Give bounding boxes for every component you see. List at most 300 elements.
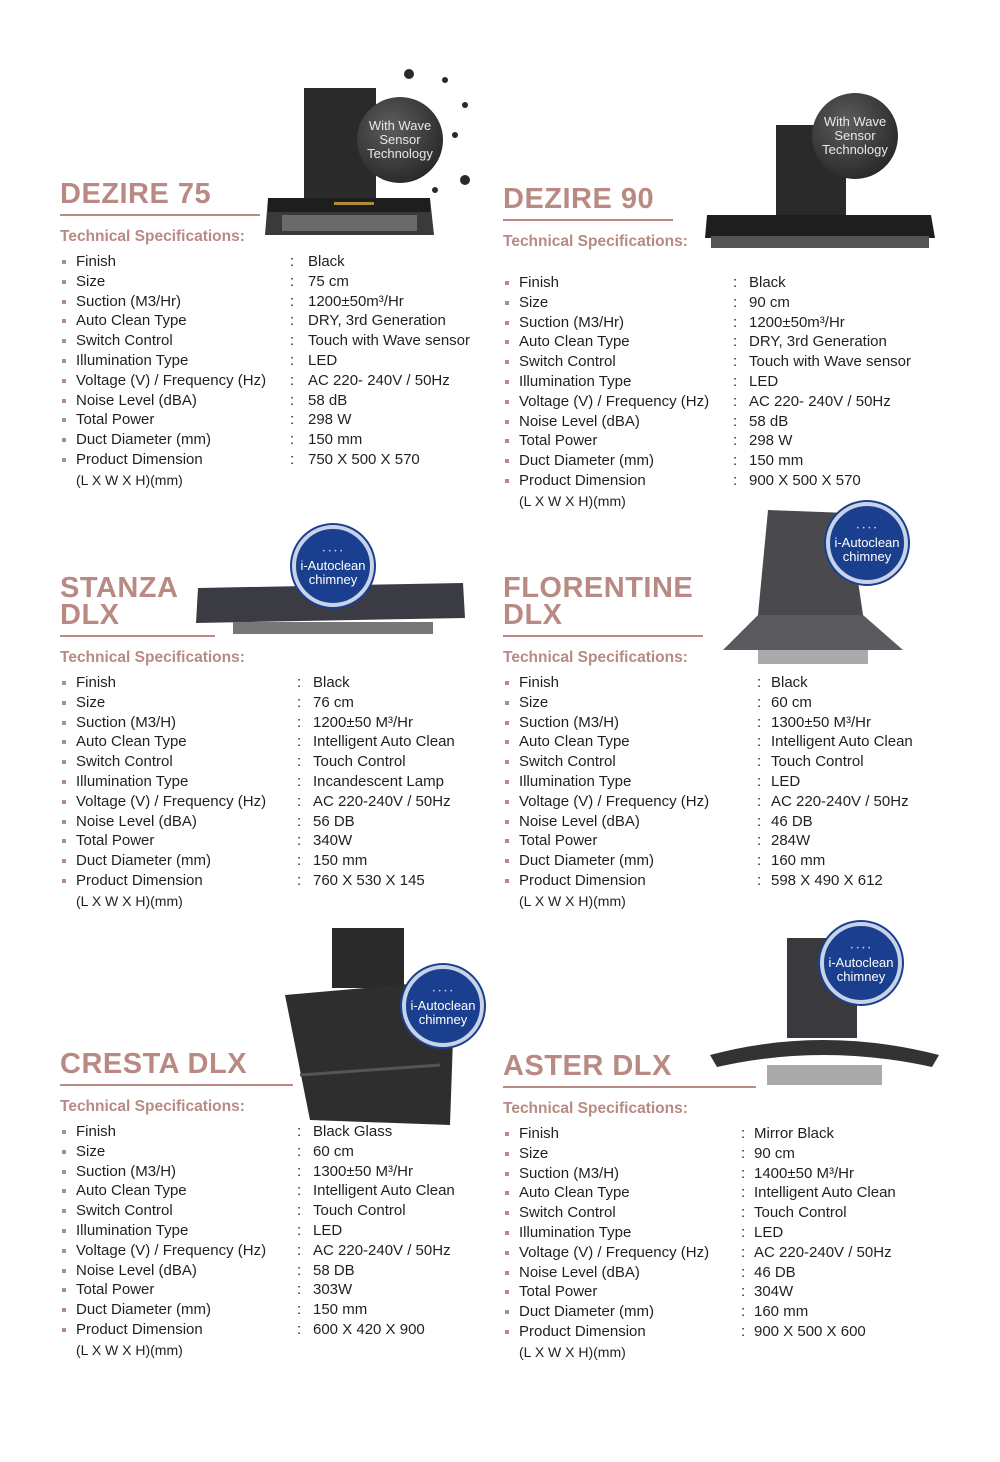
spec-value: 60 cm (313, 1142, 354, 1160)
spec-label: Size (76, 1142, 106, 1160)
spec-colon: : (757, 812, 762, 830)
bullet-icon (62, 740, 66, 744)
spec-colon: : (733, 392, 738, 410)
autoclean-badge-line1-4: i-Autoclean (828, 955, 894, 970)
bullet-icon (62, 701, 66, 705)
spec-colon: : (757, 792, 762, 810)
product-title: CRESTA DLX (60, 1048, 248, 1080)
spec-label: Voltage (V) / Frequency (Hz) (519, 392, 710, 410)
spec-heading: Technical Specifications: (503, 649, 688, 666)
spec-colon: : (290, 272, 295, 290)
spec-label: Noise Level (dBA) (519, 412, 640, 430)
spec-row-noise-level-dba (503, 1263, 973, 1283)
spec-colon: : (757, 832, 762, 850)
spec-colon: : (297, 772, 302, 790)
spec-value: 1300±50 M³/Hr (313, 1162, 413, 1180)
spec-value: 60 cm (771, 693, 812, 711)
bullet-icon (505, 301, 509, 305)
spec-row-switch-control (503, 352, 973, 372)
spec-row-size (503, 1144, 973, 1164)
spec-colon: : (290, 391, 295, 409)
product-dezire-75 (60, 180, 530, 490)
spec-label: Illumination Type (76, 351, 189, 369)
product-florentine-dlx (503, 572, 973, 911)
autoclean-badge-line2-2: chimney (842, 549, 892, 564)
spec-heading: Technical Specifications: (60, 649, 245, 666)
spec-row-voltage-v-frequency-hz (60, 1241, 530, 1261)
bullet-icon (62, 780, 66, 784)
spec-label: Total Power (76, 1281, 155, 1299)
spec-value: 150 mm (308, 431, 363, 449)
spec-label: Switch Control (519, 753, 616, 771)
bullet-icon (505, 740, 509, 744)
spec-label: Finish (519, 274, 560, 291)
bullet-icon (62, 879, 66, 883)
dimension-unit-label: (L X W X H)(mm) (519, 892, 626, 909)
spec-value: 600 X 420 X 900 (313, 1320, 425, 1338)
autoclean-badge-line1-3: i-Autoclean (410, 998, 476, 1013)
spec-value: Mirror Black (754, 1125, 835, 1142)
dots-decoration-4: • • • • (850, 946, 872, 952)
bullet-icon (505, 1211, 509, 1215)
spec-colon: : (297, 1202, 302, 1220)
spec-colon: : (741, 1243, 746, 1261)
spec-colon: : (733, 274, 738, 291)
spec-row-finish (503, 1124, 973, 1144)
spec-colon: : (733, 313, 738, 331)
spec-row-product-dimension (503, 871, 973, 891)
spec-label: Duct Diameter (mm) (76, 431, 212, 449)
spec-row-auto-clean-type (503, 732, 973, 752)
spec-label: Duct Diameter (mm) (519, 852, 655, 870)
spec-label: Size (519, 293, 549, 311)
spec-row-total-power (60, 410, 530, 430)
spec-label: Noise Level (dBA) (519, 812, 640, 830)
bullet-icon (505, 321, 509, 325)
spec-colon: : (290, 371, 295, 389)
spec-row-illumination-type (60, 1221, 530, 1241)
spec-colon: : (297, 693, 302, 711)
bullet-icon (62, 1229, 66, 1233)
spec-row-noise-level-dba (60, 391, 530, 411)
title-underline (60, 1084, 293, 1086)
product-title: DEZIRE 90 (503, 183, 655, 215)
spec-heading: Technical Specifications: (503, 233, 688, 250)
dots-decoration-2: • • • • (856, 526, 878, 532)
spec-colon: : (297, 753, 302, 771)
product-title: DEZIRE 75 (60, 178, 212, 210)
spec-row-total-power (503, 831, 973, 851)
spec-colon: : (297, 1182, 302, 1200)
spec-colon: : (741, 1263, 746, 1281)
spec-colon: : (297, 832, 302, 850)
spec-colon: : (733, 293, 738, 311)
bullet-icon (505, 439, 509, 443)
spec-value: DRY, 3rd Generation (749, 333, 887, 351)
spec-row-auto-clean-type (503, 1183, 973, 1203)
bullet-icon (505, 380, 509, 384)
spec-value: AC 220-240V / 50Hz (771, 792, 909, 810)
bullet-icon (62, 339, 66, 343)
bullet-icon (62, 319, 66, 323)
spec-colon: : (741, 1303, 746, 1321)
spec-value: AC 220-240V / 50Hz (313, 1241, 451, 1259)
spec-row-duct-diameter-mm (503, 1302, 973, 1322)
spec-label: Size (519, 693, 549, 711)
spec-value: 284W (771, 832, 811, 850)
dimension-unit-label: (L X W X H)(mm) (76, 1341, 183, 1358)
bullet-icon (505, 1152, 509, 1156)
bullet-icon (62, 379, 66, 383)
spec-colon: : (733, 432, 738, 450)
spec-label: Suction (M3/H) (519, 1164, 620, 1182)
spec-value: 46 DB (771, 812, 813, 830)
spec-value: LED (749, 372, 779, 390)
spec-label: Switch Control (76, 332, 173, 350)
bullet-icon (62, 1150, 66, 1154)
spec-value: 1400±50 M³/Hr (754, 1164, 854, 1182)
spec-label: Voltage (V) / Frequency (Hz) (519, 1243, 710, 1261)
spec-colon: : (757, 733, 762, 751)
spec-row-switch-control (60, 752, 530, 772)
spec-label: Illumination Type (519, 772, 632, 790)
spec-colon: : (297, 1320, 302, 1338)
spec-label: Finish (76, 1123, 117, 1140)
spec-row-suction-m3-hr (503, 313, 973, 333)
spec-colon: : (297, 1162, 302, 1180)
bullet-icon (62, 681, 66, 685)
bullet-icon (62, 458, 66, 462)
dimension-unit-label: (L X W X H)(mm) (76, 892, 183, 909)
spec-row-illumination-type (503, 772, 973, 792)
bullet-icon (505, 681, 509, 685)
spec-value: Intelligent Auto Clean (754, 1184, 896, 1202)
spec-row-finish (503, 273, 973, 293)
spec-label: Product Dimension (76, 1320, 203, 1338)
spec-row-switch-control (60, 1201, 530, 1221)
spec-value: 58 DB (313, 1261, 355, 1279)
bullet-icon (62, 260, 66, 264)
spec-label: Auto Clean Type (76, 1182, 187, 1200)
spec-colon: : (733, 372, 738, 390)
spec-value: 298 W (308, 411, 352, 429)
spec-value: AC 220-240V / 50Hz (754, 1243, 892, 1261)
spec-value: AC 220- 240V / 50Hz (749, 392, 891, 410)
spec-row-duct-diameter-mm (60, 851, 530, 871)
spec-value: 160 mm (754, 1303, 809, 1321)
spec-heading: Technical Specifications: (503, 1100, 688, 1117)
spec-row-noise-level-dba (503, 412, 973, 432)
spec-value: DRY, 3rd Generation (308, 312, 446, 330)
bullet-icon (62, 1130, 66, 1134)
spec-row-switch-control (60, 331, 530, 351)
bullet-icon (62, 721, 66, 725)
product-stanza-dlx (60, 572, 530, 911)
dimension-unit-label: (L X W X H)(mm) (76, 471, 183, 488)
bullet-icon (505, 400, 509, 404)
spec-row-switch-control (503, 1203, 973, 1223)
bullet-icon (62, 800, 66, 804)
spec-colon: : (290, 312, 295, 330)
bullet-icon (505, 1191, 509, 1195)
bullet-icon (62, 859, 66, 863)
spec-label: Total Power (519, 832, 598, 850)
spec-value: Touch with Wave sensor (749, 353, 912, 371)
spec-value: 340W (313, 832, 353, 850)
bullet-icon (62, 1288, 66, 1292)
spec-row-suction-m3-h (503, 1164, 973, 1184)
spec-label: Switch Control (76, 1202, 173, 1220)
spec-label: Illumination Type (76, 1221, 189, 1239)
spec-colon: : (297, 713, 302, 731)
spec-colon: : (290, 332, 295, 350)
spec-row-finish (60, 1122, 530, 1142)
spec-row-product-dimension (503, 471, 973, 491)
spec-row-noise-level-dba (60, 1261, 530, 1281)
bullet-icon (62, 1269, 66, 1273)
bullet-icon (505, 879, 509, 883)
spec-value: 900 X 500 X 570 (749, 471, 861, 489)
title-underline (503, 1086, 756, 1088)
spec-value: 150 mm (749, 452, 804, 470)
spec-colon: : (297, 1281, 302, 1299)
spec-label: Size (519, 1144, 549, 1162)
autoclean-badge-cresta (402, 965, 484, 1047)
spec-value: Black Glass (313, 1123, 393, 1140)
spec-colon: : (733, 412, 738, 430)
sensor-dots-decoration (395, 60, 485, 200)
bullet-icon (505, 420, 509, 424)
spec-label: Auto Clean Type (519, 1184, 630, 1202)
spec-row-product-dimension (60, 871, 530, 891)
bullet-icon (62, 1189, 66, 1193)
spec-row-duct-diameter-mm (503, 451, 973, 471)
spec-label: Auto Clean Type (519, 333, 630, 351)
spec-row-product-dimension (503, 1322, 973, 1342)
bullet-icon (505, 721, 509, 725)
spec-colon: : (297, 1221, 302, 1239)
spec-colon: : (757, 713, 762, 731)
bullet-icon (62, 1308, 66, 1312)
dots-decoration: • • • • (322, 549, 344, 555)
spec-label: Noise Level (dBA) (76, 391, 197, 409)
bullet-icon (62, 359, 66, 363)
spec-value: 75 cm (308, 272, 349, 290)
bullet-icon (62, 280, 66, 284)
spec-label: Product Dimension (519, 471, 646, 489)
spec-row-voltage-v-frequency-hz (503, 392, 973, 412)
title-underline (60, 635, 215, 637)
autoclean-badge-line2-4: chimney (836, 969, 886, 984)
wave-sensor-badge-2 (812, 93, 898, 179)
spec-row-finish (60, 252, 530, 272)
spec-label: Finish (76, 253, 117, 270)
spec-row-auto-clean-type (60, 1181, 530, 1201)
spec-value: 150 mm (313, 852, 368, 870)
spec-heading: Technical Specifications: (60, 228, 245, 245)
spec-row-suction-m3-hr (60, 292, 530, 312)
spec-colon: : (297, 852, 302, 870)
spec-label: Product Dimension (519, 871, 646, 889)
spec-colon: : (757, 772, 762, 790)
wave-badge-text-2: With Wave Sensor Technology (822, 114, 888, 157)
spec-label: Illumination Type (76, 772, 189, 790)
autoclean-badge-florentine (826, 502, 908, 584)
spec-label: Total Power (76, 832, 155, 850)
spec-row-illumination-type (503, 1223, 973, 1243)
bullet-icon (505, 859, 509, 863)
spec-colon: : (741, 1223, 746, 1241)
spec-row-total-power (60, 1280, 530, 1300)
bullet-icon (505, 820, 509, 824)
spec-label: Finish (519, 674, 560, 691)
spec-label: Duct Diameter (mm) (76, 1301, 212, 1319)
bullet-icon (505, 1310, 509, 1314)
spec-row-total-power (503, 1282, 973, 1302)
spec-row-suction-m3-h (503, 713, 973, 733)
spec-label: Suction (M3/H) (76, 1162, 177, 1180)
spec-colon: : (297, 1241, 302, 1259)
spec-row-total-power (60, 831, 530, 851)
spec-value: 760 X 530 X 145 (313, 871, 425, 889)
spec-colon: : (733, 353, 738, 371)
spec-value: 298 W (749, 432, 793, 450)
spec-value: 1200±50m³/Hr (308, 292, 404, 310)
spec-colon: : (290, 450, 295, 468)
spec-row-size (60, 693, 530, 713)
spec-label: Size (76, 693, 106, 711)
spec-label: Illumination Type (519, 1223, 632, 1241)
spec-value: Black (749, 274, 786, 291)
wave-badge-text: With Wave Sensor Technology (367, 118, 433, 161)
spec-row-voltage-v-frequency-hz (60, 371, 530, 391)
spec-row-product-dimension (60, 1320, 530, 1340)
spec-row-noise-level-dba (503, 812, 973, 832)
autoclean-badge-line2-3: chimney (418, 1012, 468, 1027)
spec-colon: : (297, 674, 302, 691)
spec-value: 76 cm (313, 693, 354, 711)
bullet-icon (505, 780, 509, 784)
spec-value: AC 220- 240V / 50Hz (308, 371, 450, 389)
spec-label: Duct Diameter (mm) (76, 852, 212, 870)
spec-label: Auto Clean Type (519, 733, 630, 751)
spec-value: 58 dB (308, 391, 348, 409)
spec-colon: : (741, 1204, 746, 1222)
spec-label: Noise Level (dBA) (519, 1263, 640, 1281)
spec-row-auto-clean-type (60, 732, 530, 752)
spec-row-illumination-type (60, 351, 530, 371)
spec-row-size (60, 1142, 530, 1162)
spec-label: Switch Control (519, 353, 616, 371)
bullet-icon (62, 1209, 66, 1213)
spec-colon: : (297, 1123, 302, 1140)
spec-colon: : (297, 1142, 302, 1160)
bullet-icon (62, 820, 66, 824)
spec-value: 598 X 490 X 612 (771, 871, 883, 889)
spec-row-size (503, 693, 973, 713)
spec-value: 1300±50 M³/Hr (771, 713, 871, 731)
spec-colon: : (290, 351, 295, 369)
spec-value: 750 X 500 X 570 (308, 450, 420, 468)
bullet-icon (62, 1170, 66, 1174)
spec-label: Total Power (519, 1283, 598, 1301)
spec-colon: : (733, 333, 738, 351)
spec-label: Size (76, 272, 106, 290)
spec-row-suction-m3-h (60, 713, 530, 733)
spec-row-duct-diameter-mm (503, 851, 973, 871)
title-underline (60, 214, 260, 216)
spec-colon: : (297, 733, 302, 751)
bullet-icon (62, 399, 66, 403)
spec-row-voltage-v-frequency-hz (503, 1243, 973, 1263)
spec-colon: : (290, 431, 295, 449)
bullet-icon (505, 340, 509, 344)
bullet-icon (505, 800, 509, 804)
spec-row-total-power (503, 431, 973, 451)
title-underline (503, 635, 703, 637)
bullet-icon (62, 418, 66, 422)
spec-value: Black (313, 674, 350, 691)
spec-value: 90 cm (754, 1144, 795, 1162)
spec-value: Touch Control (771, 753, 864, 771)
spec-value: Intelligent Auto Clean (313, 1182, 455, 1200)
spec-colon: : (757, 693, 762, 711)
spec-label: Suction (M3/H) (76, 713, 177, 731)
bullet-icon (62, 760, 66, 764)
spec-colon: : (757, 852, 762, 870)
spec-label: Voltage (V) / Frequency (Hz) (519, 792, 710, 810)
spec-label: Switch Control (76, 753, 173, 771)
bullet-icon (62, 1249, 66, 1253)
autoclean-badge-line2: chimney (308, 572, 358, 587)
spec-colon: : (757, 871, 762, 889)
spec-value: 150 mm (313, 1301, 368, 1319)
spec-label: Product Dimension (76, 871, 203, 889)
spec-colon: : (741, 1125, 746, 1142)
spec-value: 900 X 500 X 600 (754, 1322, 866, 1340)
spec-label: Product Dimension (519, 1322, 646, 1340)
spec-colon: : (741, 1184, 746, 1202)
spec-colon: : (290, 292, 295, 310)
spec-label: Suction (M3/Hr) (519, 313, 625, 331)
spec-colon: : (741, 1322, 746, 1340)
spec-colon: : (741, 1144, 746, 1162)
autoclean-badge-line1-2: i-Autoclean (834, 535, 900, 550)
spec-value: Black (308, 253, 345, 270)
spec-label: Voltage (V) / Frequency (Hz) (76, 792, 267, 810)
dimension-unit-label: (L X W X H)(mm) (519, 1343, 626, 1360)
spec-label: Auto Clean Type (76, 733, 187, 751)
spec-label: Auto Clean Type (76, 312, 187, 330)
spec-value: Touch Control (313, 753, 406, 771)
spec-value: Intelligent Auto Clean (771, 733, 913, 751)
bullet-icon (505, 1290, 509, 1294)
spec-colon: : (741, 1283, 746, 1301)
spec-row-voltage-v-frequency-hz (503, 792, 973, 812)
spec-value: LED (308, 351, 338, 369)
bullet-icon (62, 839, 66, 843)
spec-label: Product Dimension (76, 450, 203, 468)
dimension-unit-label: (L X W X H)(mm) (519, 492, 626, 509)
bullet-icon (505, 760, 509, 764)
spec-label: Finish (519, 1125, 560, 1142)
spec-colon: : (297, 812, 302, 830)
product-title: STANZA DLX (60, 572, 179, 631)
bullet-icon (505, 459, 509, 463)
spec-heading: Technical Specifications: (60, 1098, 245, 1115)
spec-label: Finish (76, 674, 117, 691)
spec-value: 56 DB (313, 812, 355, 830)
